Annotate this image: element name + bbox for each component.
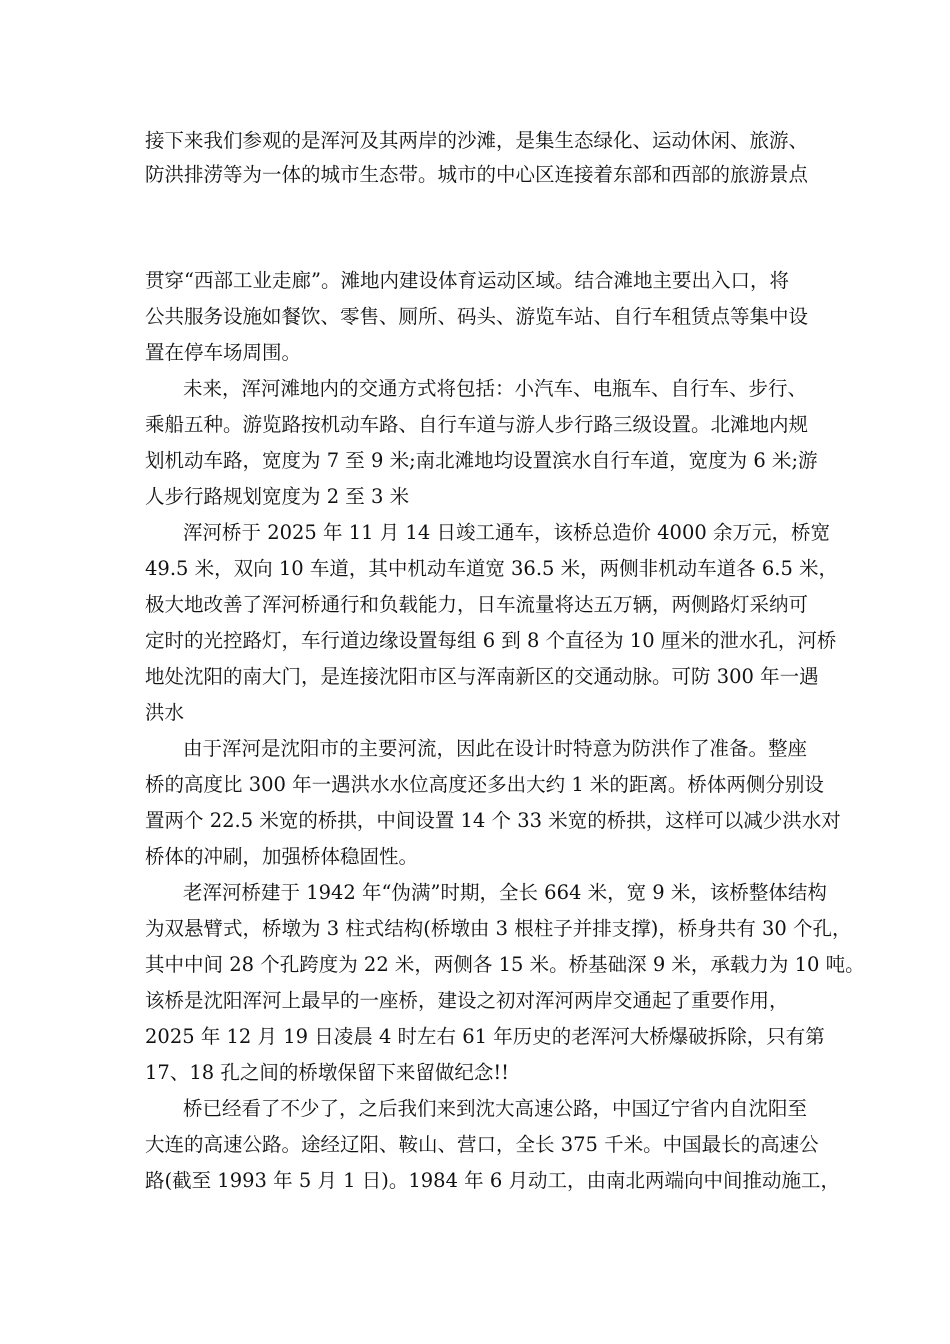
text-line: 置在停车场周围。 (145, 341, 302, 364)
text-line: 该桥是沈阳浑河上最早的一座桥，建设之初对浑河两岸交通起了重要作用， (145, 989, 789, 1012)
text-line: 2025 年 12 月 19 日凌晨 4 时左右 61 年历史的老浑河大桥爆破拆除，只有第 (145, 1025, 825, 1048)
text-line: 洪水 (145, 701, 185, 724)
paragraph-first-line: 老浑河桥建于 1942 年“伪满”时期，全长 664 米，宽 9 米，该桥整体结构 (183, 881, 827, 904)
text-line: 防洪排涝等为一体的城市生态带。城市的中心区连接着东部和西部的旅游景点 (145, 163, 809, 186)
text-line: 其中中间 28 个孔跨度为 22 米，两侧各 15 米。桥基础深 9 米，承载力为 10 吨。 (145, 953, 865, 976)
paragraph-first-line: 桥已经看了不少了，之后我们来到沈大高速公路，中国辽宁省内自沈阳至 (183, 1097, 808, 1120)
text-line: 大连的高速公路。途经辽阳、鞍山、营口，全长 375 千米。中国最长的高速公 (145, 1133, 819, 1156)
text-line: 定时的光控路灯，车行道边缘设置每组 6 到 8 个直径为 10 厘米的泄水孔，河桥 (145, 629, 837, 652)
text-line: 接下来我们参观的是浑河及其两岸的沙滩，是集生态绿化、运动休闲、旅游、 (145, 129, 809, 152)
text-line: 贯穿“西部工业走廊”。滩地内建设体育运动区域。结合滩地主要出入口，将 (145, 269, 789, 292)
paragraph-first-line: 未来，浑河滩地内的交通方式将包括：小汽车、电瓶车、自行车、步行、 (183, 377, 808, 400)
paragraph-first-line: 浑河桥于 2025 年 11 月 14 日竣工通车，该桥总造价 4000 余万元，桥宽 (183, 521, 830, 544)
text-line: 49.5 米，双向 10 车道，其中机动车道宽 36.5 米，两侧非机动车道各 6.5 米， (145, 557, 839, 580)
text-line: 公共服务设施如餐饮、零售、厕所、码头、游览车站、自行车租赁点等集中设 (145, 305, 809, 328)
text-line: 路(截至 1993 年 5 月 1 日)。1984 年 6 月动工，由南北两端向中间推动施工， (145, 1169, 840, 1192)
text-line: 置两个 22.5 米宽的桥拱，中间设置 14 个 33 米宽的桥拱，这样可以减少洪水对 (145, 809, 841, 832)
text-line: 划机动车路，宽度为 7 至 9 米;南北滩地均设置滨水自行车道，宽度为 6 米;游 (145, 449, 818, 472)
text-line: 17、18 孔之间的桥墩保留下来留做纪念!! (145, 1061, 509, 1084)
text-line: 极大地改善了浑河桥通行和负载能力，日车流量将达五万辆，两侧路灯采纳可 (145, 593, 809, 616)
text-line: 为双悬臂式，桥墩为 3 柱式结构(桥墩由 3 根柱子并排支撑)，桥身共有 30 个孔， (145, 917, 852, 940)
text-line: 桥体的冲刷，加强桥体稳固性。 (145, 845, 419, 868)
text-line: 地处沈阳的南大门，是连接沈阳市区与浑南新区的交通动脉。可防 300 年一遇 (145, 665, 819, 688)
text-line: 乘船五种。游览路按机动车路、自行车道与游人步行路三级设置。北滩地内规 (145, 413, 809, 436)
paragraph-first-line: 由于浑河是沈阳市的主要河流，因此在设计时特意为防洪作了准备。整座 (183, 737, 808, 760)
text-line: 人步行路规划宽度为 2 至 3 米 (145, 485, 410, 508)
text-line: 桥的高度比 300 年一遇洪水水位高度还多出大约 1 米的距离。桥体两侧分别设 (145, 773, 824, 796)
